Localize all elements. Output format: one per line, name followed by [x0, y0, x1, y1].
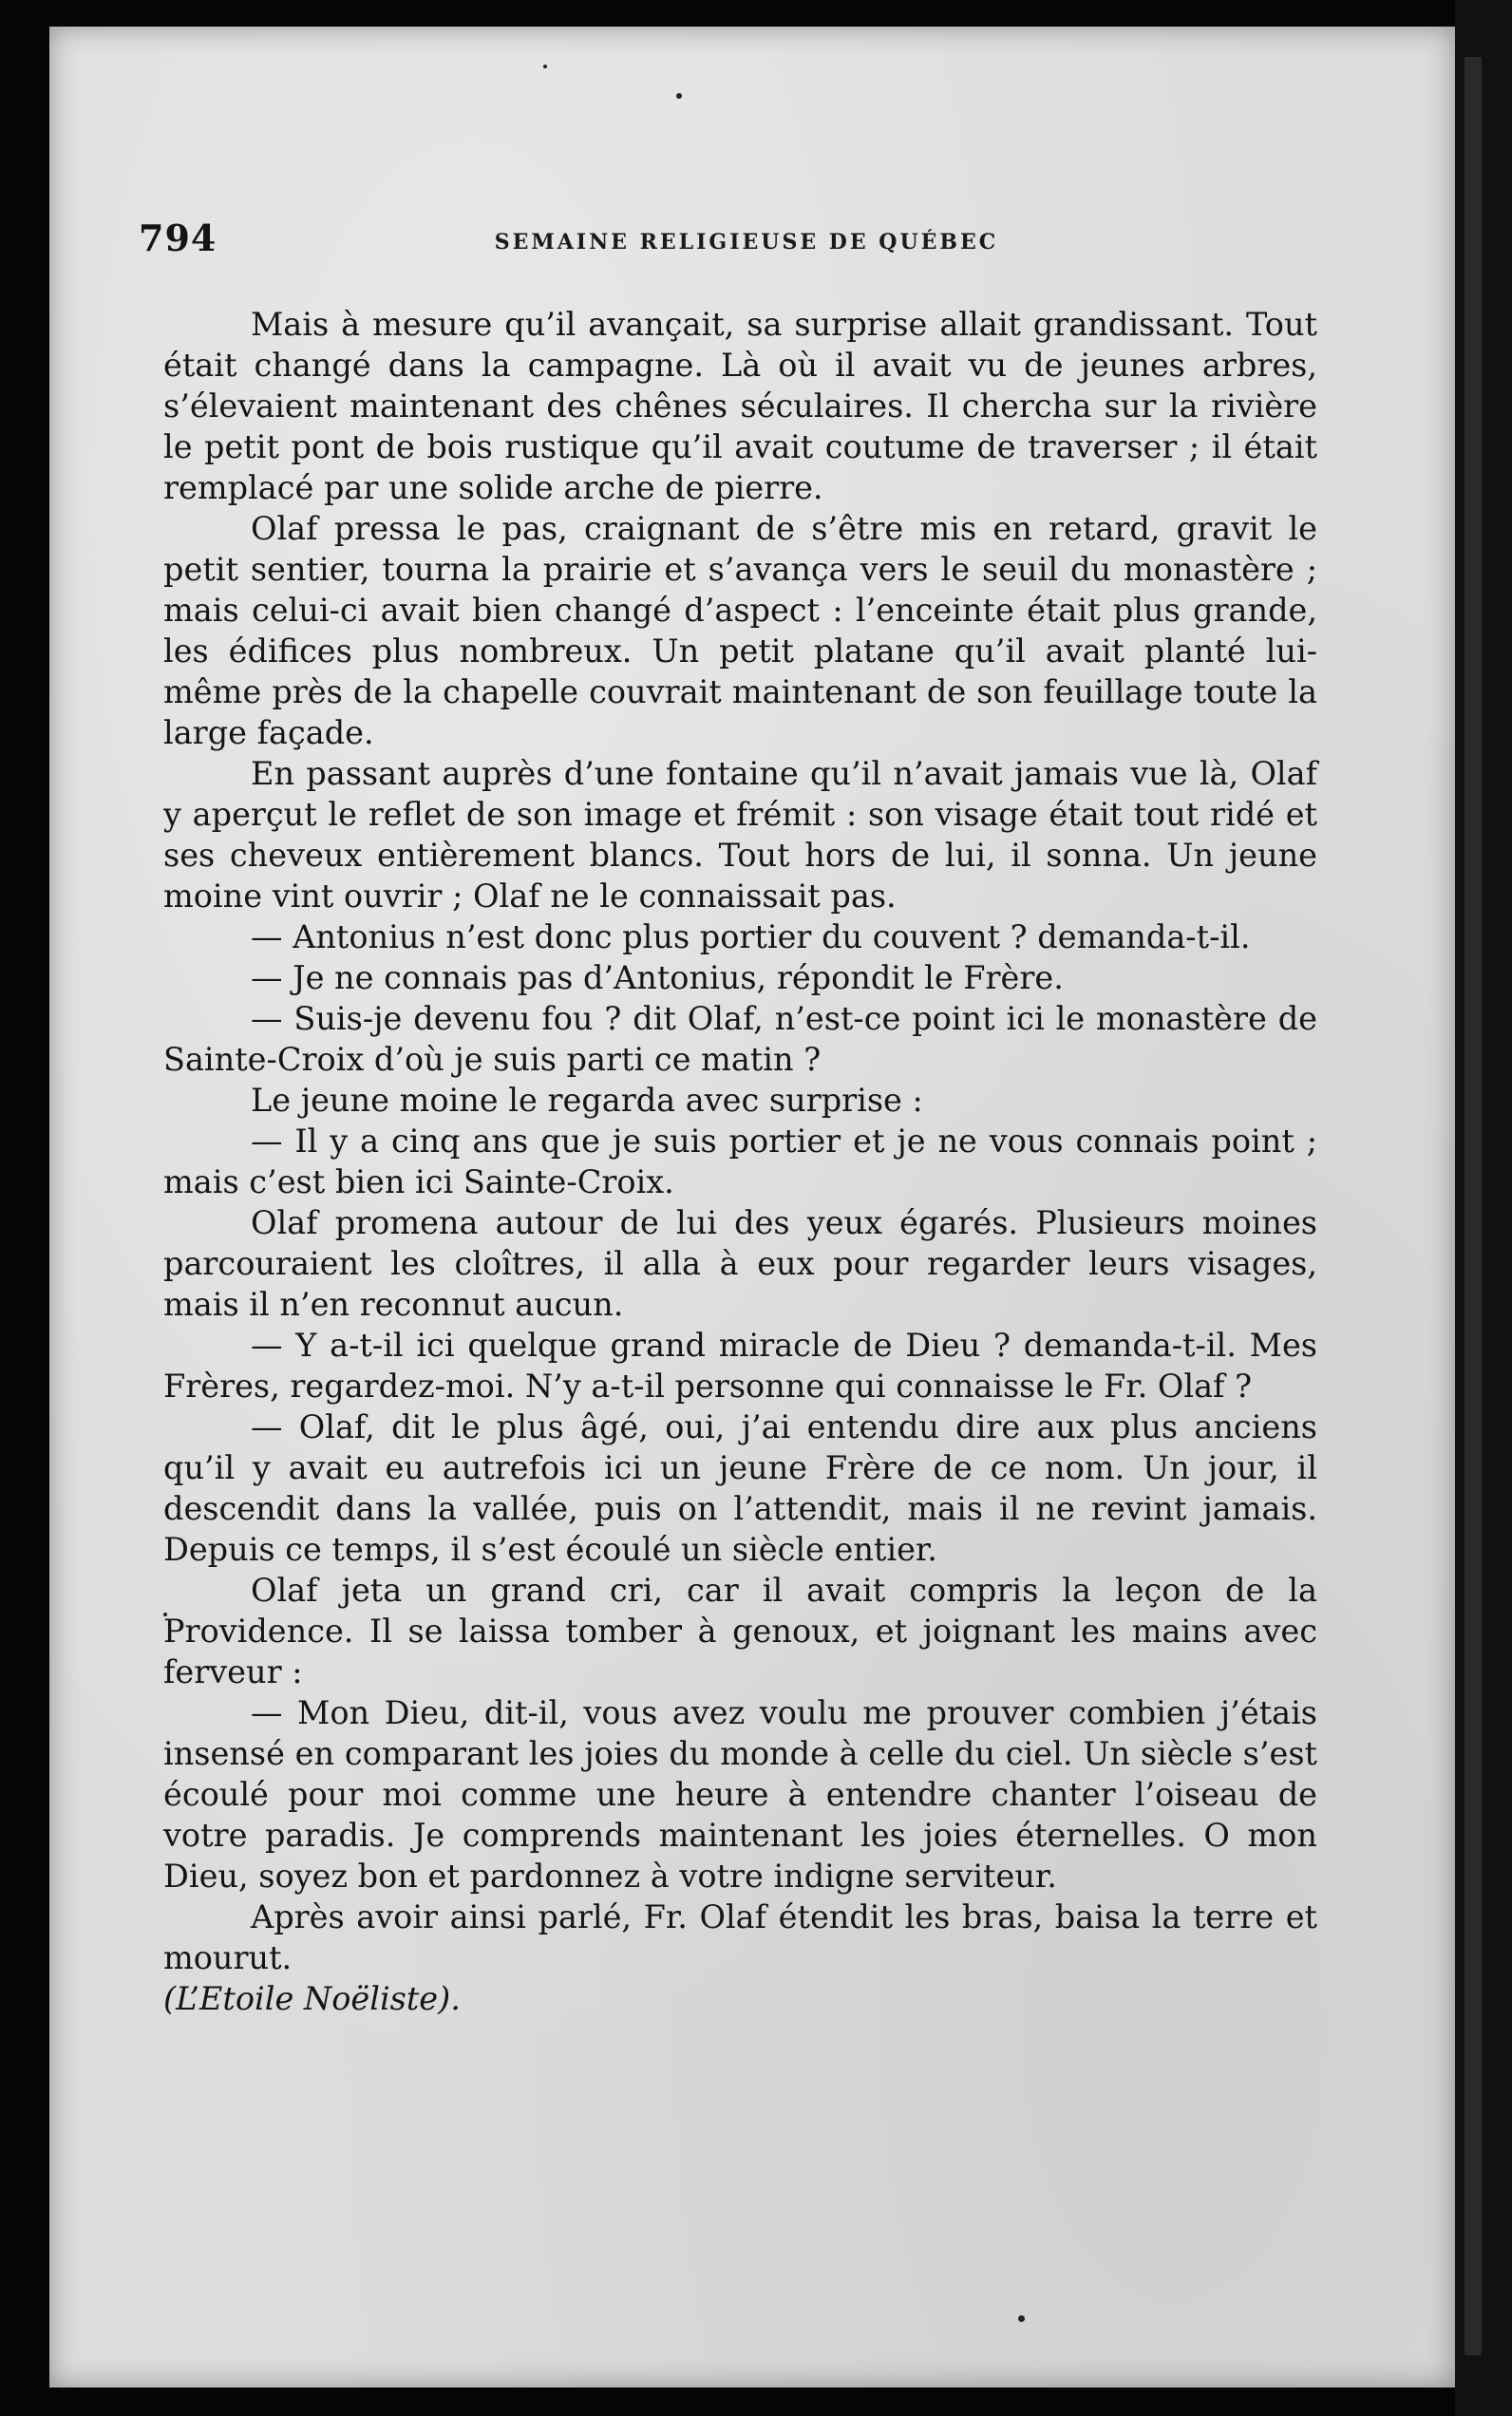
paragraph: Mais à mesure qu’il avançait, sa surprise allait grandissant. Tout était changé dans la campagne. Là où il avait vu de jeunes arbres, s’élevaient maintenant des chênes séculaires. Il chercha sur la rivière le petit pont de bois rustique qu’il avait coutume de traverser ; il était remplacé par une solide arche de pierre.: [163, 306, 1317, 506]
paragraph: Olaf jeta un grand cri, car il avait compris la leçon de la Providence. Il se laissa tomber à genoux, et joignant les mains avec ferveur :: [163, 1572, 1317, 1690]
dialogue-line: — Suis-je devenu fou ? dit Olaf, n’est-ce point ici le monastère de Sainte-Croix d’où je suis parti ce matin ?: [163, 1000, 1317, 1078]
body-text: [163, 304, 1317, 2019]
dialogue-line: — Il y a cinq ans que je suis portier et je ne vous connais point ; mais c’est bien ici Sainte-Croix.: [163, 1123, 1317, 1200]
dialogue-line: — Je ne connais pas d’Antonius, répondit le Frère.: [251, 959, 1064, 996]
dialogue-line: — Olaf, dit le plus âgé, oui, j’ai entendu dire aux plus anciens qu’il y avait eu autrefois ici un jeune Frère de ce nom. Un jour, il descendit dans la vallée, puis on l’attendit, mais il ne revint jamais. Depuis ce temps, il s’est écoulé un siècle entier.: [163, 1408, 1317, 1568]
dialogue-line: — Y a-t-il ici quelque grand miracle de Dieu ? demanda-t-il. Mes Frères, regardez-moi. N’y a-t-il personne qui connaisse le Fr. Olaf ?: [163, 1327, 1317, 1405]
adjacent-page-edge: [1455, 0, 1512, 2416]
page-number: 794: [139, 217, 217, 259]
paragraph: Le jeune moine le regarda avec surprise :: [251, 1082, 923, 1119]
ink-speck: [1018, 2315, 1025, 2322]
running-title: SEMAINE RELIGIEUSE DE QUÉBEC: [494, 230, 999, 255]
dialogue-line: — Antonius n’est donc plus portier du couvent ? demanda-t-il.: [251, 918, 1251, 955]
paragraph: En passant auprès d’une fontaine qu’il n’avait jamais vue là, Olaf y aperçut le reflet de son image et frémit : son visage était tout ridé et ses cheveux entièrement blancs. Tout hors de lui, il sonna. Un jeune moine vint ouvrir ; Olaf ne le connaissait pas.: [163, 755, 1317, 915]
dialogue-line: — Mon Dieu, dit-il, vous avez voulu me prouver combien j’étais insensé en comparant les joies du monde à celle du ciel. Un siècle s’est écoulé pour moi comme une heure à entendre chanter l’oiseau de votre paradis. Je comprends maintenant les joies éternelles. O mon Dieu, soyez bon et pardonnez à votre indigne serviteur.: [163, 1694, 1317, 1895]
ink-speck: [676, 93, 682, 99]
source-citation: (L’Etoile Noëliste).: [163, 1980, 461, 2017]
paragraph: Olaf promena autour de lui des yeux égarés. Plusieurs moines parcouraient les cloîtres, il alla à eux pour regarder leurs visages, mais il n’en reconnut aucun.: [163, 1204, 1317, 1323]
adjacent-page-strip: [1465, 57, 1482, 2355]
paragraph: Après avoir ainsi parlé, Fr. Olaf étendit les bras, baisa la terre et mourut.: [163, 1898, 1317, 1976]
paragraph: Olaf pressa le pas, craignant de s’être mis en retard, gravit le petit sentier, tourna la prairie et s’avança vers le seuil du monastère ; mais celui-ci avait bien changé d’aspect : l’enceinte était plus grande, les édifices plus nombreux. Un petit platane qu’il avait planté lui-même près de la chapelle couvrait maintenant de son feuillage toute la large façade.: [163, 510, 1317, 751]
ink-speck: [543, 65, 547, 68]
page-header: [139, 217, 1088, 274]
